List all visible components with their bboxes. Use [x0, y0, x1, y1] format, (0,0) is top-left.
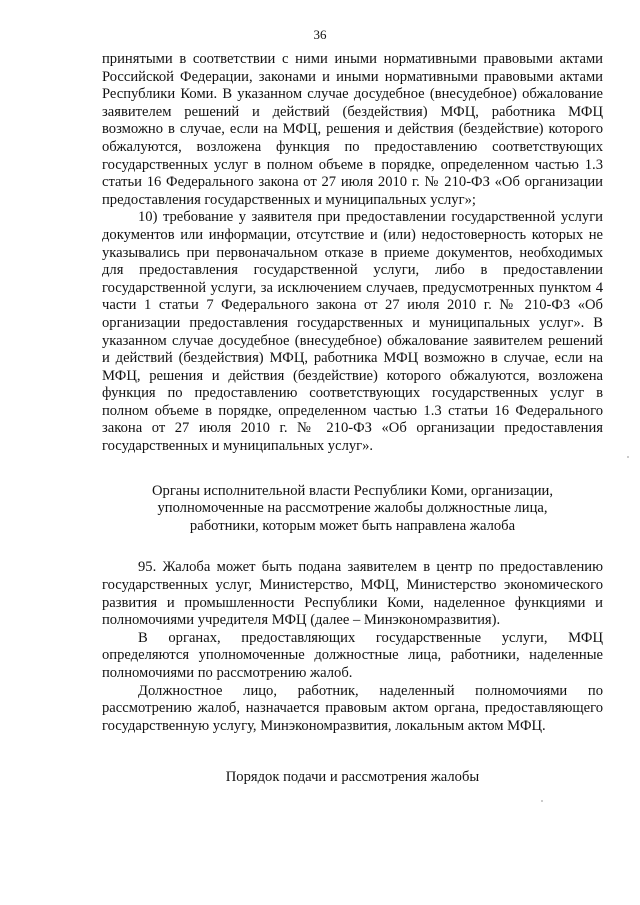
paragraph-organs-officials: В органах, предоставляющих государственные услуги, МФЦ определяются уполномоченные должностные лица, работники, наделенные полномочиями по рассмотрению жалоб. [102, 629, 603, 681]
document-body [102, 51, 603, 787]
scan-speck [627, 456, 629, 458]
page-number: 36 [313, 27, 327, 42]
scan-speck [541, 800, 543, 802]
paragraph-official-appointment: Должностное лицо, работник, наделенный полномочиями по рассмотрению жалоб, назначается правовым актом органа, предоставляющего государственную услугу, Минэкономразвития, локальным актом МФЦ. [102, 682, 603, 734]
heading-line-3: работники, которым может быть направлена жалоба [189, 517, 516, 534]
paragraph-95: 95. Жалоба может быть подана заявителем в центр по предоставлению государственных услуг, Министерство, МФЦ, Министерство экономического развития и промышленности Республики Коми, наделенное функциями и полномочиями учредителя МФЦ (далее – Минэкономразвития). [102, 559, 603, 629]
heading-line-2: уполномоченные на рассмотрение жалобы должностные лица, [157, 500, 548, 517]
paragraph-item-10: 10) требование у заявителя при предоставлении государственной услуги документов или информации, отсутствие и (или) недостоверность которых не указывались при первоначальном отказе в приеме документов, необходимых для предоставления государственной услуги, либо в предоставлении государственной услуги, за исключением случаев, предусмотренных пунктом 4 части 1 статьи 7 Федерального закона от 27 июля 2010 г. № 210-ФЗ «Об организации предоставления государственных и муниципальных услуг». В указанном случае досудебное (внесудебное) обжалование заявителем решений и действий (бездействия) МФЦ, работника МФЦ возможно в случае, если на МФЦ, решения и действия (бездействие) которого обжалуются, возложена функция по предоставлению соответствующих государственных услуг в полном объеме в порядке, определенном частью 1.3 статьи 16 Федерального закона от 27 июля 2010 г. № 210-ФЗ «Об организации предоставления государственных и муниципальных услуг». [102, 209, 603, 455]
heading-line-1: Органы исполнительной власти Республики Коми, организации, [151, 482, 554, 499]
paragraph-continuation: принятыми в соответствии с ними иными нормативными правовыми актами Российской Федерации, законами и иными нормативными правовыми актами Республики Коми. В указанном случае досудебное (внесудебное) обжалование заявителем решений и действий (бездействия) МФЦ, работника МФЦ возможно в случае, если на МФЦ, решения и действия (бездействие) которого обжалуются, возложена функция по предоставлению соответствующих государственных услуг в полном объеме в порядке, определенном частью 1.3 статьи 16 Федерального закона от 27 июля 2010 г. № 210-ФЗ «Об организации предоставления государственных и муниципальных услуг»; [102, 51, 603, 208]
section-heading-organs [102, 483, 603, 536]
section-heading-procedure: Порядок подачи и рассмотрения жалобы [225, 769, 480, 786]
